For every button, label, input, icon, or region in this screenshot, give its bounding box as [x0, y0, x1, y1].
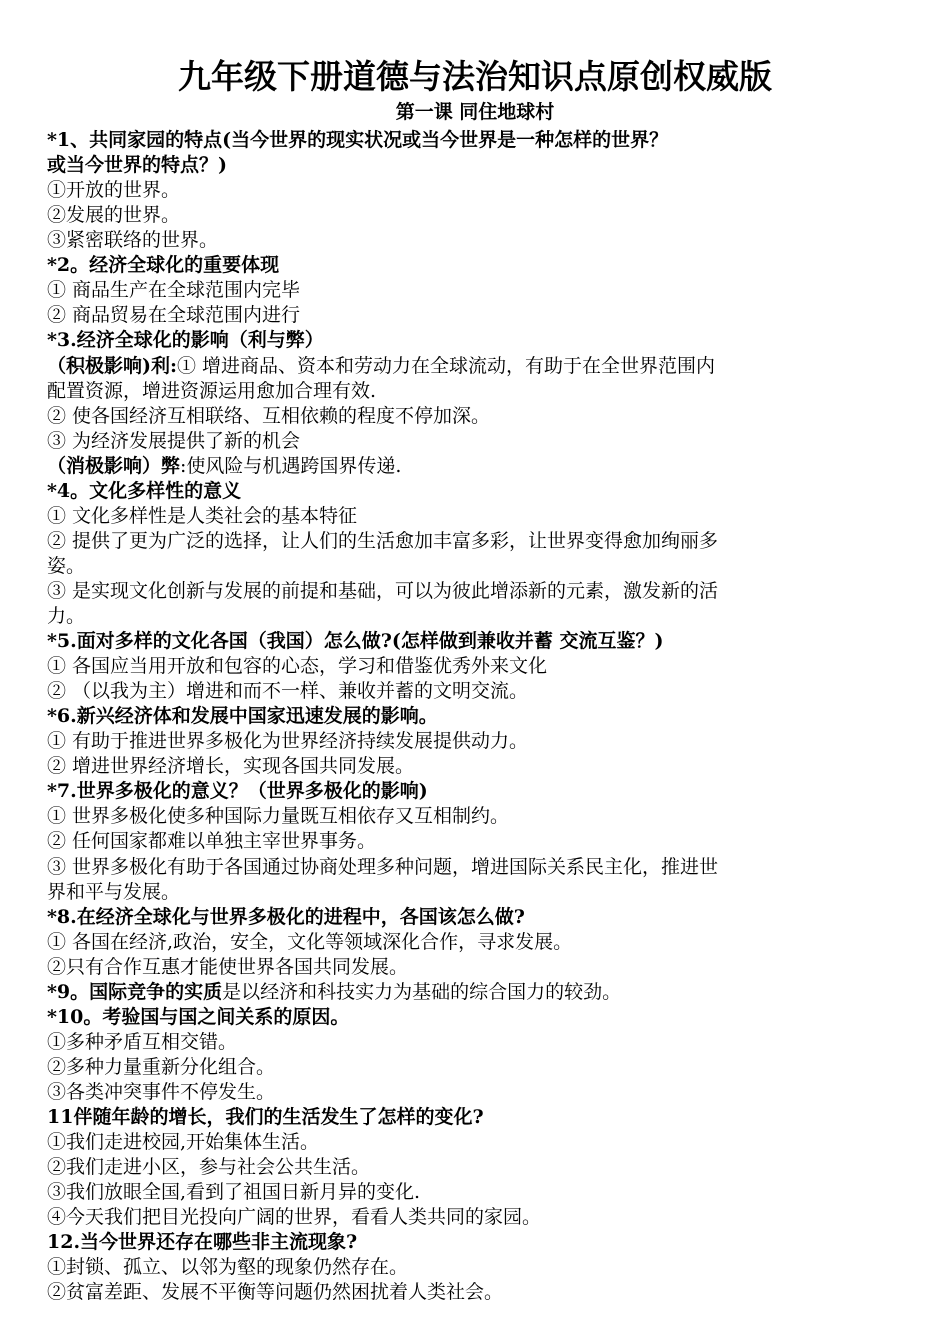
- section-heading: 11伴随年龄的增长，我们的生活发生了怎样的变化?: [47, 1106, 484, 1128]
- text-line: [47, 203, 905, 228]
- text-line: [47, 1180, 905, 1205]
- text-line: [47, 1080, 905, 1105]
- text-line: [47, 1030, 905, 1055]
- line-text: ③ 为经济发展提供了新的机会: [47, 429, 301, 452]
- line-text: ② 任何国家都难以单独主宰世界事务。: [47, 830, 377, 853]
- line-text: ①我们走进校园,开始集体生活。: [47, 1131, 320, 1153]
- text-line: [47, 829, 905, 854]
- section-heading: *5.面对多样的文化各国（我国）怎么做?(怎样做到兼收并蓄 交流互鉴？): [47, 630, 664, 652]
- text-line: [47, 504, 905, 529]
- line-text: ① 文化多样性是人类社会的基本特征: [47, 504, 358, 527]
- text-line: [47, 454, 905, 479]
- line-text: 是以经济和科技实力为基础的综合国力的较劲。: [222, 980, 622, 1003]
- section-heading: *10。考验国与国之间关系的原因。: [47, 1005, 350, 1028]
- line-text: 姿。: [47, 554, 86, 577]
- text-line: [47, 429, 905, 454]
- text-line: [47, 855, 905, 880]
- section-heading: 12.当今世界还存在哪些非主流现象?: [47, 1231, 358, 1254]
- line-text: ②多种力量重新分化组合。: [47, 1055, 276, 1078]
- text-line: [47, 278, 905, 303]
- line-text: ② 提供了更为广泛的选择，让人们的生活愈加丰富多彩，让世界变得愈加绚丽多: [47, 529, 719, 552]
- line-text: ② 商品贸易在全球范围内进行: [47, 304, 301, 327]
- line-text: ②发展的世界。: [47, 204, 181, 227]
- line-text: ①开放的世界。: [47, 179, 181, 202]
- line-text: ①多种矛盾互相交错。: [47, 1030, 238, 1053]
- line-text: ② 增进世界经济增长，实现各国共同发展。: [47, 755, 415, 778]
- line-text: ②我们走进小区，参与社会公共生活。: [47, 1156, 371, 1178]
- text-line: [47, 880, 905, 905]
- line-text: ①封锁、孤立、以邻为壑的现象仍然存在。: [47, 1256, 409, 1279]
- text-line: [47, 1280, 905, 1305]
- text-line: [47, 754, 905, 779]
- line-text: ① 各国应当用开放和包容的心态，学习和借鉴优秀外来文化: [47, 655, 548, 678]
- section-heading: *1、共同家园的特点(当今世界的现实状况或当今世界是一种怎样的世界？: [47, 129, 669, 151]
- section-heading: *7.世界多极化的意义？（世界多极化的影响): [47, 780, 428, 803]
- line-text: ① 世界多极化使多种国际力量既互相依存又互相制约。: [47, 805, 510, 828]
- line-text: :使风险与机遇跨国界传递.: [180, 454, 402, 477]
- bold-label: *9。国际竞争的实质: [47, 980, 223, 1003]
- text-line: [47, 529, 905, 554]
- line-text: 力。: [47, 605, 86, 627]
- text-line: [47, 980, 905, 1005]
- line-text: ③我们放眼全国,看到了祖国日新月异的变化.: [47, 1181, 421, 1204]
- line-text: ④今天我们把目光投向广阔的世界，看看人类共同的家园。: [47, 1206, 542, 1229]
- line-text: ② 使各国经济互相联络、互相依赖的程度不停加深。: [47, 404, 491, 427]
- text-line: [47, 930, 905, 955]
- text-line: [47, 804, 905, 829]
- line-text: ① 有助于推进世界多极化为世界经济持续发展提供动力。: [47, 730, 529, 753]
- document-title: 九年级下册道德与法治知识点原创权威版: [178, 57, 772, 96]
- text-line: [47, 554, 905, 579]
- text-line: [47, 303, 905, 328]
- text-line: [47, 1155, 905, 1180]
- line-text: ③ 世界多极化有助于各国通过协商处理多种问题，增进国际关系民主化，推进世: [47, 855, 719, 878]
- line-text: ②只有合作互惠才能使世界各国共同发展。: [47, 955, 409, 978]
- text-line: [47, 379, 905, 404]
- text-line: [47, 178, 905, 203]
- text-line: [47, 579, 905, 604]
- section-heading: *2。经济全球化的重要体现: [47, 254, 280, 277]
- text-line: [47, 1205, 905, 1230]
- section-heading: *4。文化多样性的意义: [47, 479, 242, 502]
- section-heading: *6.新兴经济体和发展中国家迅速发展的影响。: [47, 705, 438, 728]
- line-text: ③紧密联络的世界。: [47, 229, 219, 252]
- text-line: [47, 354, 905, 379]
- text-line: [47, 679, 905, 704]
- text-line: [47, 1255, 905, 1280]
- lesson-subtitle: 第一课 同住地球村: [395, 101, 555, 123]
- text-line: [47, 955, 905, 980]
- text-line: [47, 604, 905, 629]
- line-text: 界和平与发展。: [47, 880, 181, 903]
- section-heading: 或当今世界的特点？): [47, 154, 227, 177]
- text-line: [47, 228, 905, 253]
- text-line: [47, 729, 905, 754]
- section-heading: *3.经济全球化的影响（利与弊）: [47, 329, 324, 352]
- text-line: [47, 404, 905, 429]
- bold-label: （积极影响)利:: [47, 354, 178, 377]
- line-text: ③ 是实现文化创新与发展的前提和基础，可以为彼此增添新的元素，激发新的活: [47, 579, 719, 602]
- line-text: ② （以我为主）增进和而不一样、兼收并蓄的文明交流。: [47, 680, 529, 703]
- section-heading: *8.在经济全球化与世界多极化的进程中，各国该怎么做?: [47, 905, 525, 928]
- line-text: ① 增进商品、资本和劳动力在全球流动，有助于在全世界范围内: [177, 354, 716, 377]
- text-line: [47, 1130, 905, 1155]
- line-text: 配置资源，增进资源运用愈加合理有效.: [47, 379, 377, 402]
- line-text: ③各类冲突事件不停发生。: [47, 1080, 276, 1103]
- text-line: [47, 654, 905, 679]
- bold-label: （消极影响）弊: [47, 454, 181, 477]
- line-text: ① 各国在经济,政治，安全，文化等领域深化合作，寻求发展。: [47, 930, 573, 953]
- line-text: ① 商品生产在全球范围内完毕: [47, 279, 301, 302]
- text-line: [47, 1055, 905, 1080]
- line-text: ②贫富差距、发展不平衡等问题仍然困扰着人类社会。: [47, 1281, 504, 1304]
